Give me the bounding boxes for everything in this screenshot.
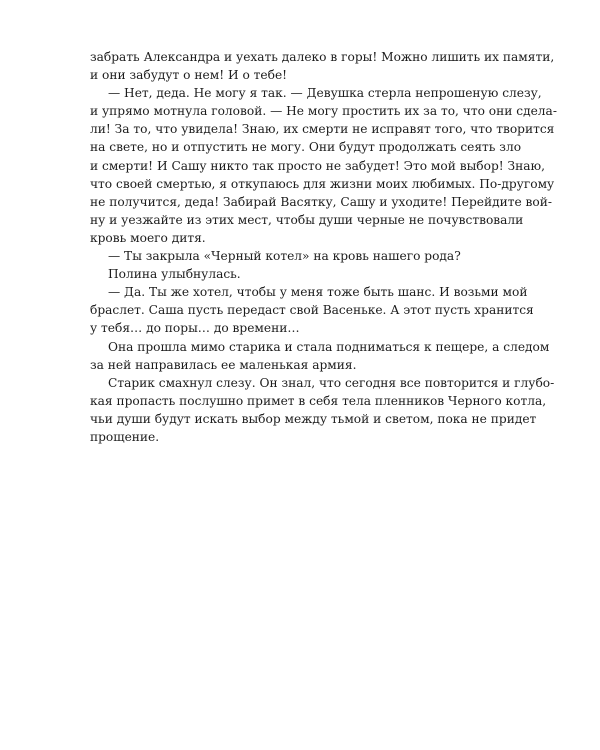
body-text	[90, 48, 557, 446]
text-line: Она прошла мимо старика и стала подниматься к пещере, а следом	[108, 339, 550, 354]
text-line: кая пропасть послушно примет в себя тела пленников Черного котла,	[90, 393, 547, 408]
text-line: что своей смертью, я откупаюсь для жизни моих любимых. По-другому	[90, 176, 555, 191]
paragraph	[90, 84, 557, 247]
text-line: прощение.	[90, 429, 160, 444]
text-line: — Нет, деда. Не могу я так. — Девушка стерла непрошеную слезу,	[108, 86, 542, 101]
text-line: — Да. Ты же хотел, чтобы у меня тоже быть шанс. И возьми мой	[108, 285, 528, 300]
text-line: и они забудут о нем! И о тебе!	[90, 68, 288, 83]
paragraph	[90, 48, 555, 84]
paragraph	[90, 338, 550, 374]
text-line: Полина улыбнулась.	[108, 267, 241, 282]
text-line: и смерти! И Сашу никто так просто не забудет! Это мой выбор! Знаю,	[90, 158, 546, 173]
text-line: у тебя… до поры… до времени…	[90, 321, 300, 336]
paragraph	[90, 247, 510, 265]
text-line: забрать Александра и уехать далеко в горы! Можно лишить их памяти,	[90, 50, 555, 64]
text-line: на свете, но и отпустить не могу. Они будут продолжать сеять зло	[90, 140, 522, 155]
text-line: кровь моего дитя.	[90, 230, 206, 245]
text-line: ну и уезжайте из этих мест, чтобы души черные не почувствовали	[90, 212, 524, 227]
paragraph	[90, 265, 510, 283]
text-line: чьи души будут искать выбор между тьмой и светом, пока не придет	[90, 411, 537, 426]
text-line: за ней направилась ее маленькая армия.	[90, 357, 357, 372]
text-line: браслет. Саша пусть передаст свой Васеньке. А этот пусть хранится	[90, 303, 534, 318]
paragraph	[90, 374, 555, 446]
text-line: — Ты закрыла «Черный котел» на кровь нашего рода?	[108, 249, 461, 264]
text-line: Старик смахнул слезу. Он знал, что сегодня все повторится и глубо-	[108, 375, 555, 390]
text-line: не получится, деда! Забирай Васятку, Сашу и уходите! Перейдите вой-	[90, 194, 553, 209]
text-line: ли! За то, что увидела! Знаю, их смерти не исправят того, что творится	[90, 122, 555, 137]
paragraph	[90, 283, 534, 337]
text-line: и упрямо мотнула головой. — Не могу простить их за то, что они сдела-	[90, 104, 557, 119]
